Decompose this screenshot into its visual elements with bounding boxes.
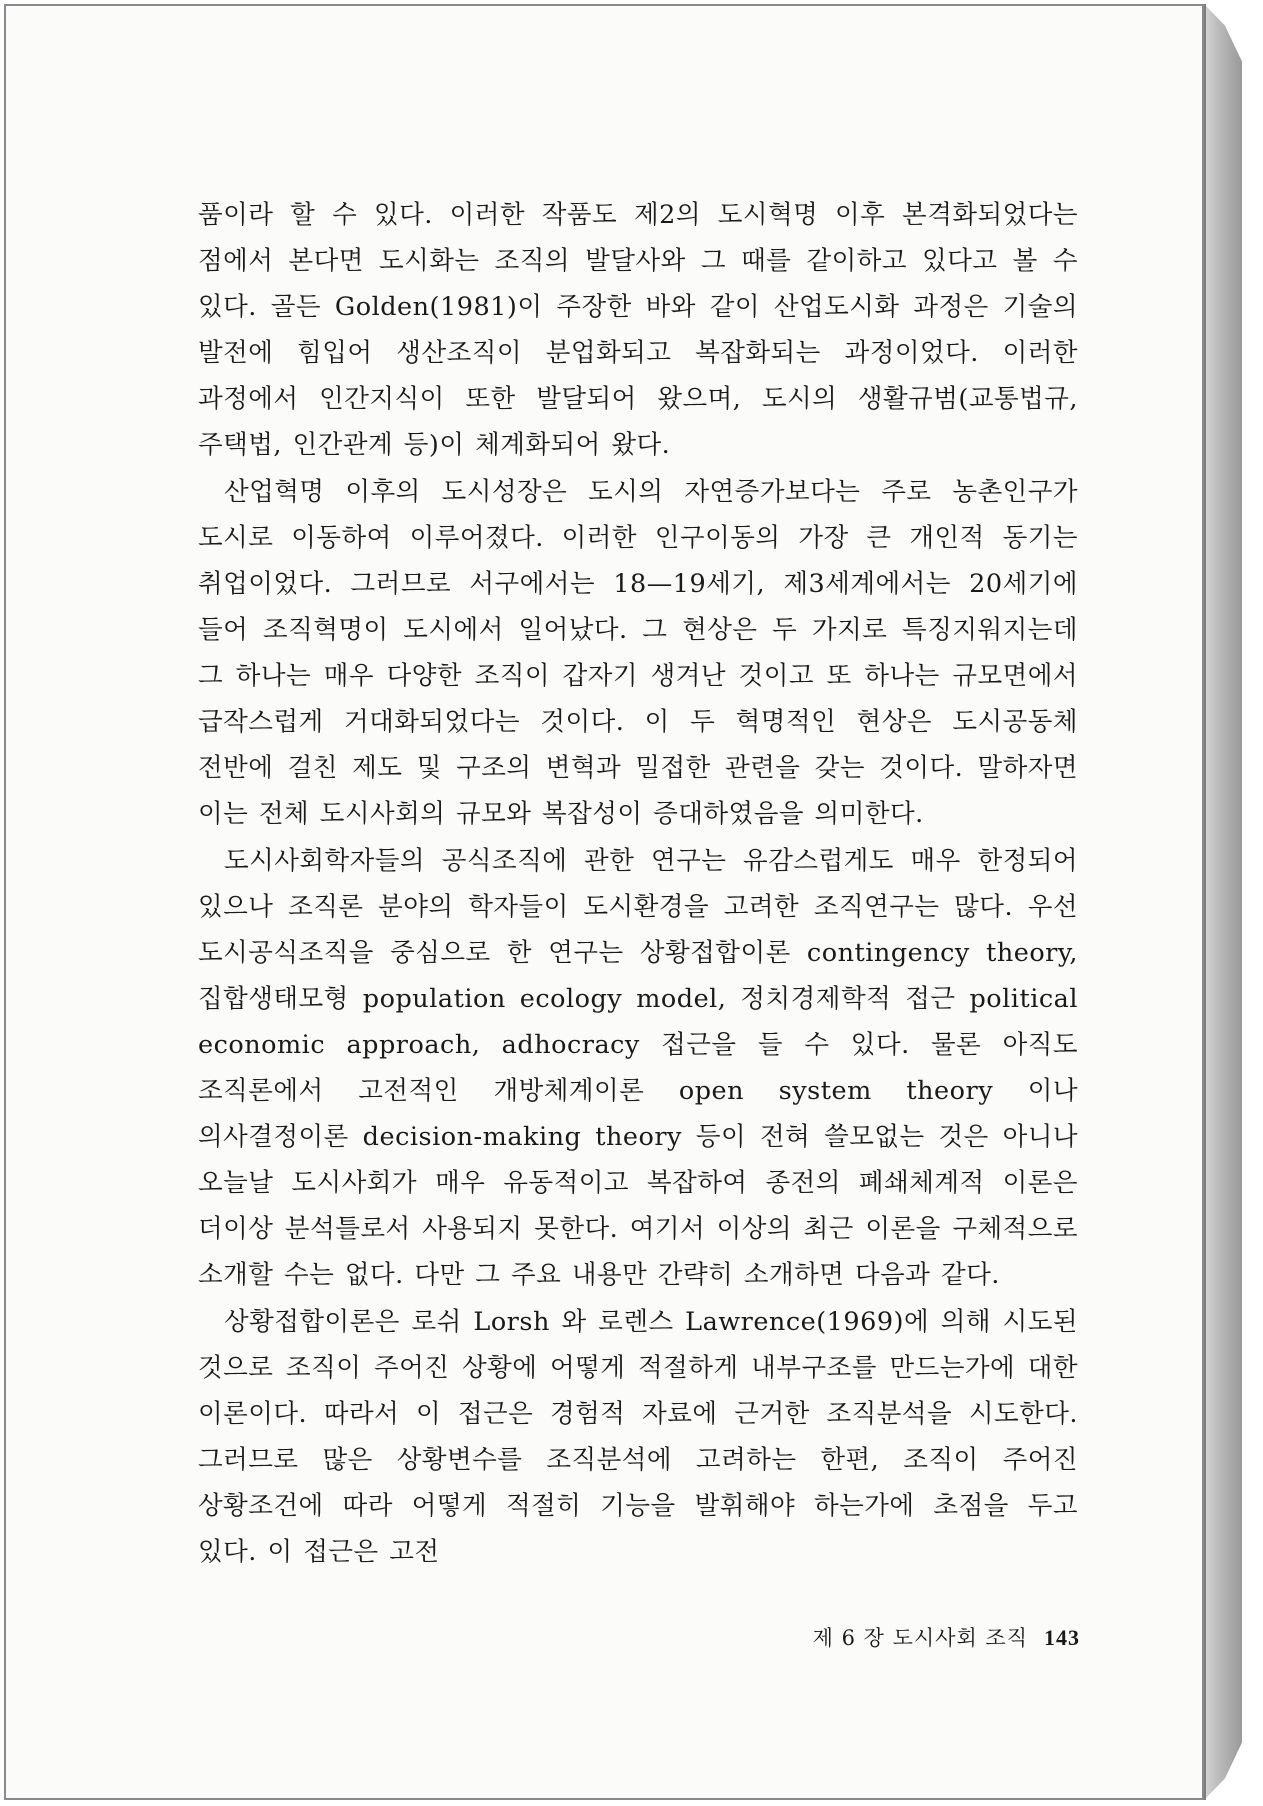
paragraph-4: 상황접합이론은 로쉬 Lorsh 와 로렌스 Lawrence(1969)에 의해 시도된 것으로 조직이 주어진 상황에 어떻게 적절하게 내부구조를 만드는가에 대한 이론이다. 따라서 이 접근은 경험적 자료에 근거한 조직분석을 시도한다. 그러므로 많은 상황변수를 조직분석에 고려하는 한편, 조직이 주어진 상황조건에 따라 어떻게 적절히 기능을 발휘해야 하는가에 초점을 두고 있다. 이 접근은 고전	[198, 1307, 1078, 1567]
page-footer	[795, 1622, 1080, 1652]
paragraph-1: 품이라 할 수 있다. 이러한 작품도 제2의 도시혁명 이후 본격화되었다는 점에서 본다면 도시화는 조직의 발달사와 그 때를 같이하고 있다고 볼 수 있다. 골든 Golden(1981)이 주장한 바와 같이 산업도시화 과정은 기술의 발전에 힘입어 생산조직이 분업화되고 복잡화되는 과정이었다. 이러한 과정에서 인간지식이 또한 발달되어 왔으며, 도시의 생활규범(교통법규, 주택법, 인간관계 등)이 체계화되어 왔다.	[198, 200, 1078, 460]
page-edge-divider	[1204, 4, 1206, 1800]
body-text	[198, 192, 1078, 1575]
paragraph-3: 도시사회학자들의 공식조직에 관한 연구는 유감스럽게도 매우 한정되어 있으나 조직론 분야의 학자들이 도시환경을 고려한 조직연구는 많다. 우선 도시공식조직을 중심으로 한 연구는 상황접합이론 contingency theory, 집합생태모형 population ecology model, 정치경제학적 접근 political economic approach, adhocracy 접근을 들 수 있다. 물론 아직도 조직론에서 고전적인 개방체계이론 open system theory 이나 의사결정이론 decision-making theory 등이 전혀 쓸모없는 것은 아니나 오늘날 도시사회가 매우 유동적이고 복잡하여 종전의 폐쇄체계적 이론은 더이상 분석틀로서 사용되지 못한다. 여기서 이상의 최근 이론을 구체적으로 소개할 수는 없다. 다만 그 주요 내용만 간략히 소개하면 다음과 같다.	[198, 846, 1078, 1290]
page-number: 143	[1044, 1625, 1080, 1650]
paragraph-2: 산업혁명 이후의 도시성장은 도시의 자연증가보다는 주로 농촌인구가 도시로 이동하여 이루어졌다. 이러한 인구이동의 가장 큰 개인적 동기는 취업이었다. 그러므로 서구에서는 18—19세기, 제3세계에서는 20세기에 들어 조직혁명이 도시에서 일어났다. 그 현상은 두 가지로 특징지워지는데 그 하나는 매우 다양한 조직이 갑자기 생겨난 것이고 또 하나는 규모면에서 급작스럽게 거대화되었다는 것이다. 이 두 혁명적인 현상은 도시공동체 전반에 걸친 제도 및 구조의 변혁과 밀접한 관련을 갖는 것이다. 말하자면 이는 전체 도시사회의 규모와 복잡성이 증대하였음을 의미한다.	[198, 477, 1078, 829]
page-stack-edge	[1204, 4, 1242, 1800]
running-chapter-title: 제 6 장 도시사회 조직	[812, 1626, 1028, 1650]
